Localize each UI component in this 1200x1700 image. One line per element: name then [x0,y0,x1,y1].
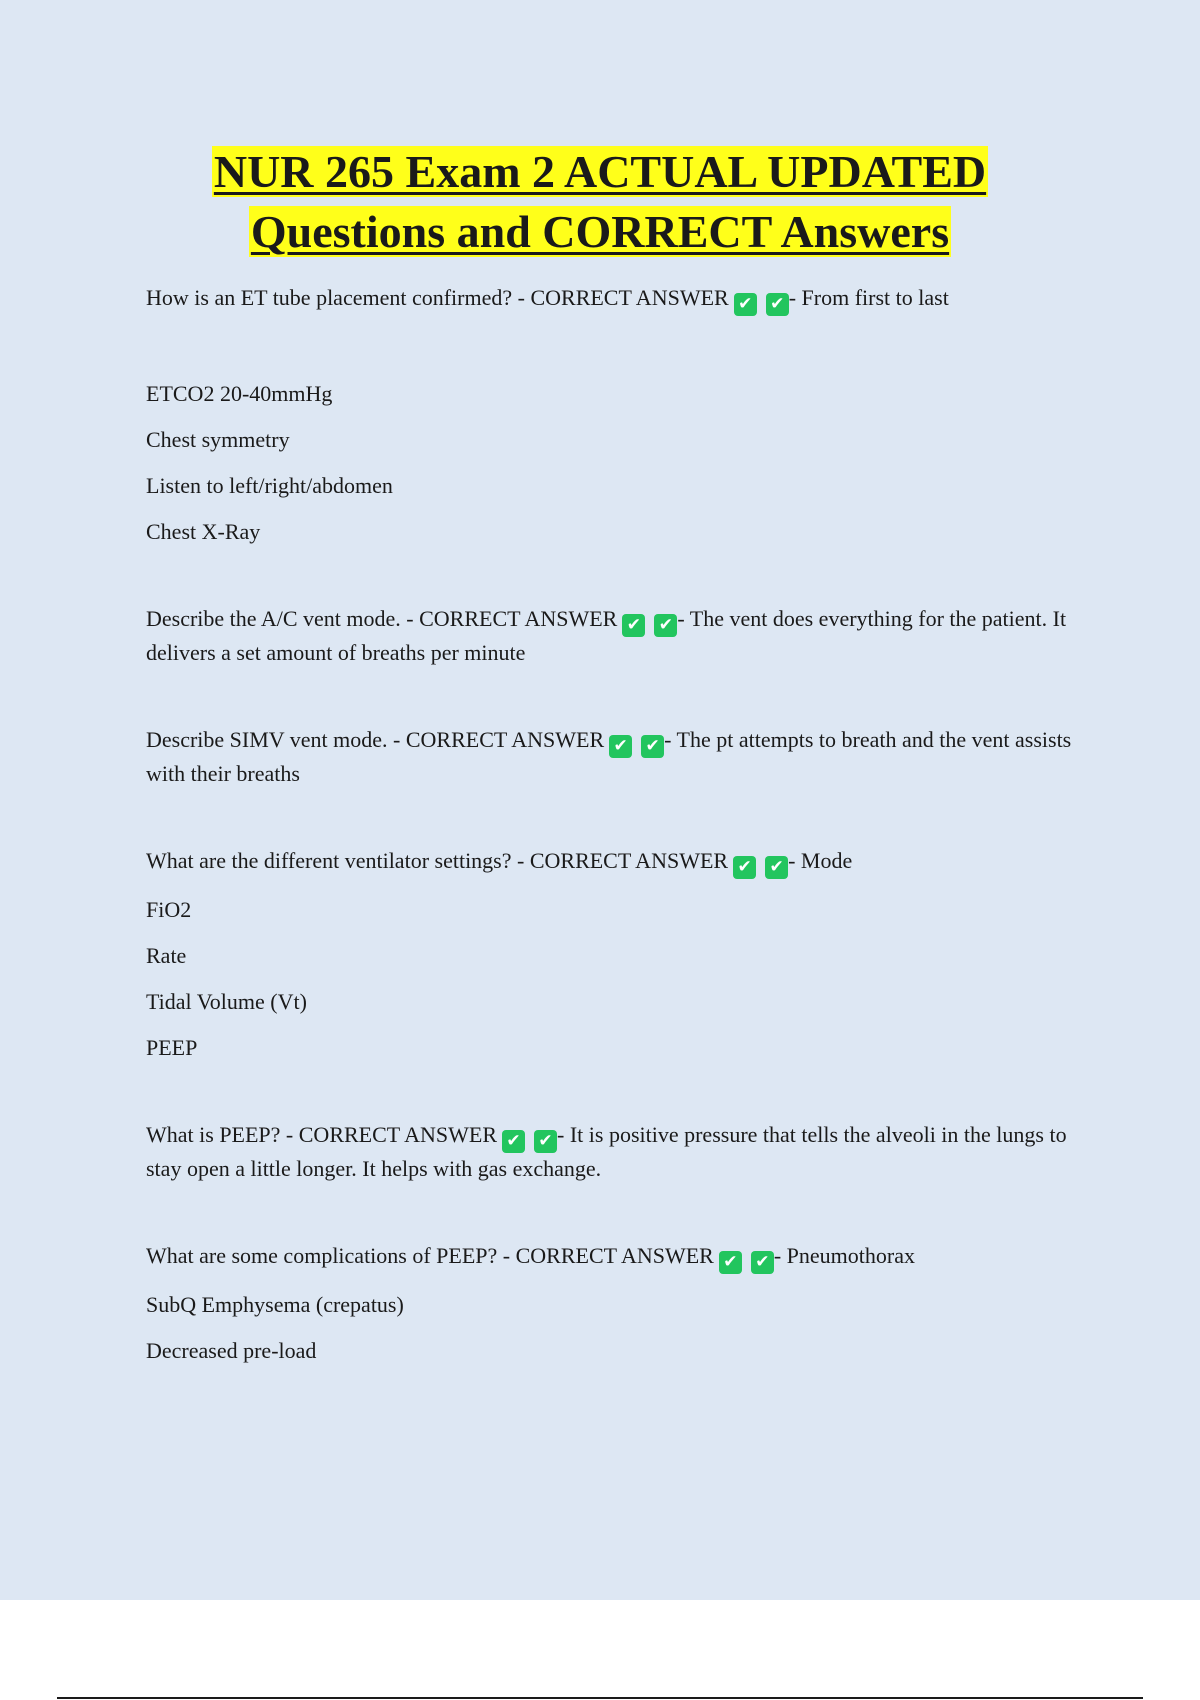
question-text: What are the different ventilator settings? - CORRECT ANSWER [146,848,729,873]
qa-question [146,1119,1081,1184]
answer-list-item: Chest symmetry [146,427,290,452]
answer-list-item: Tidal Volume (Vt) [146,989,307,1014]
answer-list-item: PEEP [146,1035,198,1060]
title-line-1: NUR 265 Exam 2 ACTUAL UPDATED [213,146,987,197]
document-title [0,142,1200,262]
title-line-2: Questions and CORRECT Answers [250,206,950,257]
answer-list-item: FiO2 [146,897,192,922]
answer-text: - It is positive pressure that tells the alveoli in the lungs to stay open a little longer. It helps with gas exchange. [146,1122,1067,1181]
answer-text: - The vent does everything for the patient. It delivers a set amount of breaths per minute [146,606,1067,665]
check-icon: ✔ [766,293,789,316]
answer-list-item: Rate [146,943,187,968]
bottom-rule [57,1697,1143,1699]
question-text: What is PEEP? - CORRECT ANSWER [146,1122,497,1147]
qa-block [146,282,1081,547]
qa-block [146,1240,1081,1366]
check-icon: ✔ [622,614,645,637]
check-icon: ✔ [734,293,757,316]
check-icon: ✔ [751,1251,774,1274]
answer-list-item: ETCO2 20-40mmHg [146,381,333,406]
answer-list-item: SubQ Emphysema (crepatus) [146,1292,404,1317]
qa-question [146,845,1081,879]
question-text: Describe SIMV vent mode. - CORRECT ANSWER [146,727,605,752]
qa-question [146,1240,1081,1274]
answer-text: - From first to last [788,285,949,310]
qa-question [146,724,1081,789]
answer-list-item: Listen to left/right/abdomen [146,473,393,498]
qa-block [146,724,1081,789]
check-icon: ✔ [502,1130,525,1153]
qa-block [146,845,1081,1063]
answer-list-item: Decreased pre-load [146,1338,317,1363]
answer-list-item: Chest X-Ray [146,519,261,544]
check-icon: ✔ [719,1251,742,1274]
question-text: Describe the A/C vent mode. - CORRECT ANSWER [146,606,618,631]
qa-question [146,282,1081,316]
question-text: How is an ET tube placement confirmed? - CORRECT ANSWER [146,285,729,310]
qa-block [146,1119,1081,1184]
check-icon: ✔ [654,614,677,637]
check-icon: ✔ [609,735,632,758]
answer-text: - Mode [788,848,853,873]
qa-list [146,282,1081,1366]
check-icon: ✔ [534,1130,557,1153]
check-icon: ✔ [641,735,664,758]
question-text: What are some complications of PEEP? - CORRECT ANSWER [146,1243,714,1268]
check-icon: ✔ [733,856,756,879]
qa-question [146,603,1081,668]
qa-block [146,603,1081,668]
answer-text: - Pneumothorax [773,1243,916,1268]
answer-text: - The pt attempts to breath and the vent assists with their breaths [146,727,1072,786]
check-icon: ✔ [765,856,788,879]
